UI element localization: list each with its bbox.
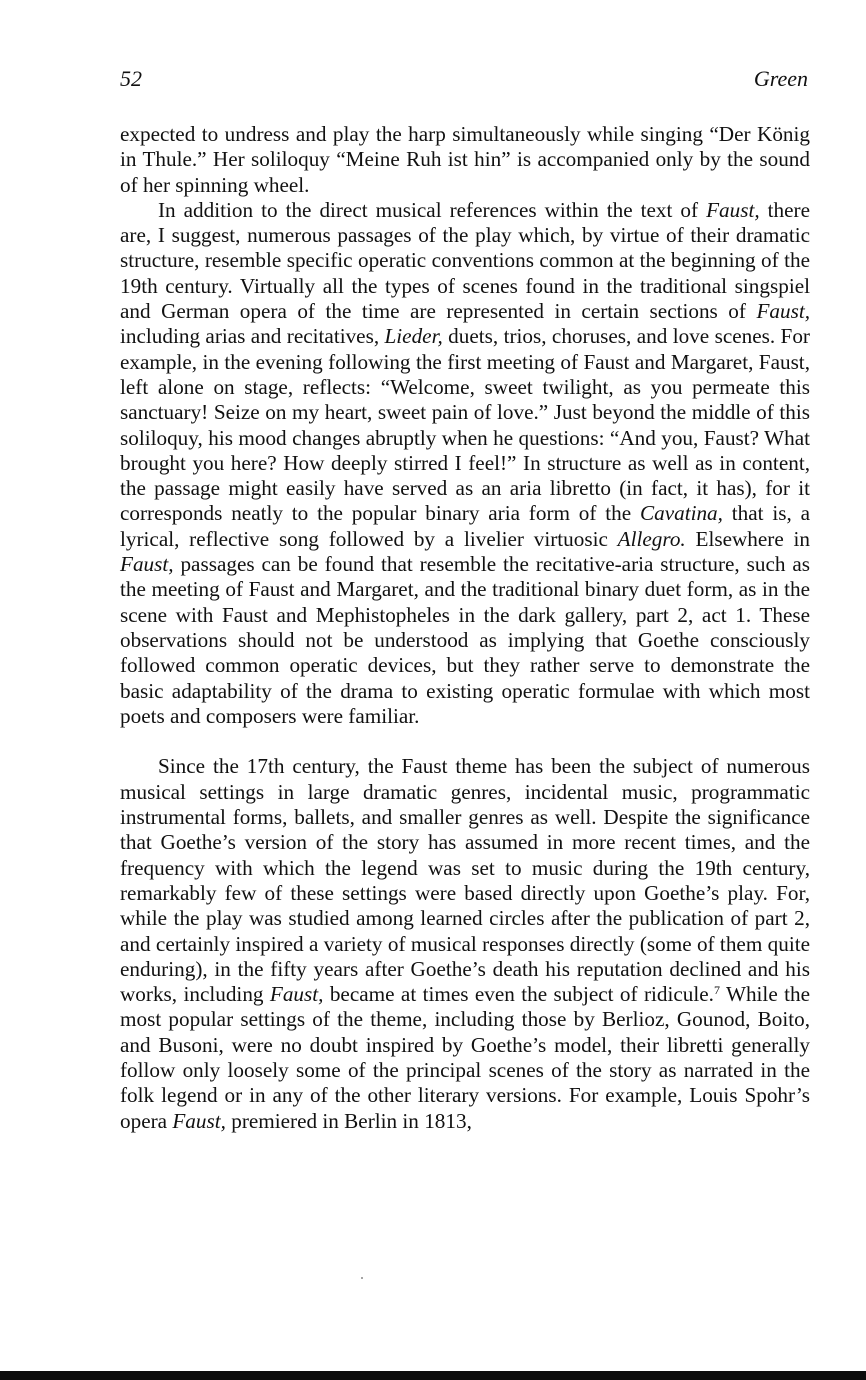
italic-term: Allegro. [617, 526, 686, 551]
paragraph-continued [120, 122, 810, 198]
italic-title: Faust, [120, 552, 174, 577]
text-run: duets, trios, choruses, and love scenes. For example, in the evening following the first meeting of Faust and Margaret, Faust, left alone on stage, reflects: “Welcome, sweet twilight, as you permeate this sanctuary! Seize on my heart, sweet pain of love.” Just beyond the middle of this soliloquy, his mood changes abruptly when he questions: “And you, Faust? What brought you here? How deeply stirred I feel!” In structure as well as in content, the passage might easily have served as an aria libretto (in fact, it has), for it corresponds neatly to the popular binary aria form of the [120, 324, 810, 526]
text-run: that is, a lyrical, reflective song followed by a livelier virtuosic [120, 501, 810, 551]
italic-title: Faust, [706, 197, 760, 222]
body-text [120, 122, 810, 1134]
italic-title: Faust, [756, 299, 810, 324]
italic-term: Cavatina, [639, 501, 723, 526]
scan-edge-bar [0, 1371, 866, 1380]
italic-title: Faust, [269, 982, 324, 1007]
text-run: including arias and recitatives, [120, 324, 385, 349]
text-run: Since the 17th century, the Faust theme has been the subject of numerous musical settings in large dramatic genres, incidental music, programmatic instrumental forms, ballets, and smaller genres as well. Despite the significance that Goethe’s version of the story has assumed in more recent times, and the frequency with which the legend was set to music during the 19th century, remarkably few of these settings were based directly upon Goethe’s play. For, while the play was studied among learned circles after the publication of part 2, and certainly inspired a variety of musical responses directly (some of them quite enduring), in the fifty years after Goethe’s death his reputation declined and his works, including [120, 754, 810, 1007]
footnote-reference[interactable]: 7 [713, 983, 720, 998]
text-run: Elsewhere in [685, 526, 810, 551]
text-run: premiered in Berlin in 1813, [225, 1108, 472, 1133]
text-run: passages can be found that resemble the recitative-aria structure, such as the meeting of Faust and Margaret, and the traditional binary duet form, as in the scene with Faust and Mephistopheles in the dark gallery, part 2, act 1. These observations should not be understood as implying that Goethe consciously followed common operatic devices, but they rather serve to demonstrate the basic adaptability of the drama to existing operatic formulae with which most poets and composers were familiar. [120, 552, 810, 728]
text-run: became at times even the subject of ridicule. [323, 982, 714, 1007]
text-run: expected to undress and play the harp simultaneously while singing “Der König in Thule.” Her soliloquy “Meine Ruh ist hin” is accompanied only by the sound of her spinning wheel. [120, 122, 810, 197]
scan-speck [361, 1277, 363, 1279]
text-run: While the most popular settings of the theme, including those by Berlioz, Gounod, Boito, and Busoni, were no doubt inspired by Goethe’s model, their libretti generally follow only loosely some of the principal scenes of the story as narrated in the folk legend or in any of the other literary versions. For example, Louis Spohr’s opera [120, 982, 810, 1133]
paragraph-operatic-conventions [120, 198, 810, 729]
text-run: there are, I suggest, numerous passages of the play which, by virtue of their dramatic structure, resemble specific operatic conventions common at the beginning of the 19th century. Virtually all the types of scenes found in the traditional singspiel and German opera of the time are represented in certain sections of [120, 197, 810, 324]
running-head-author: Green [753, 66, 808, 91]
text-run: In addition to the direct musical references within the text of [158, 197, 707, 222]
page-number: 52 [120, 66, 142, 91]
italic-term: Lieder, [384, 324, 443, 349]
italic-title: Faust, [172, 1108, 226, 1133]
paragraph-faust-settings [120, 754, 810, 1133]
running-header [120, 66, 808, 96]
